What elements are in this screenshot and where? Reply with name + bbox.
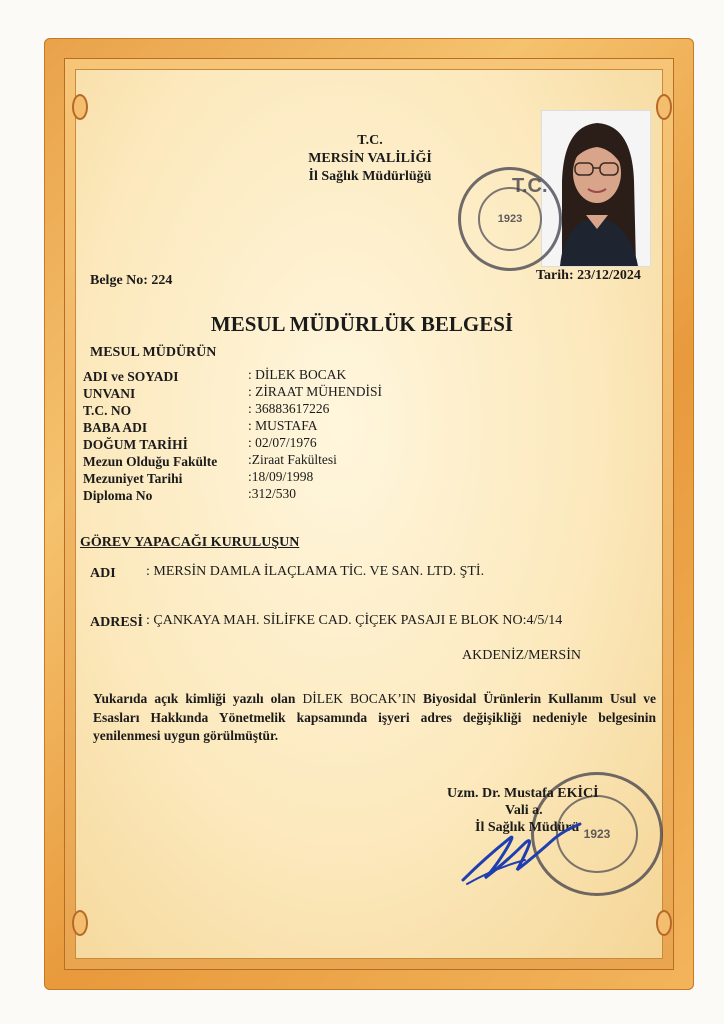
approval-paragraph [93, 690, 656, 746]
org-address-value: : ÇANKAYA MAH. SİLİFKE CAD. ÇİÇEK PASAJI E BLOK NO:4/5/14 [146, 613, 563, 628]
signatory-office: İl Sağlık Müdürü [475, 820, 580, 835]
signatory-name: Uzm. Dr. Mustafa EKİCİ [447, 786, 599, 801]
document-title: MESUL MÜDÜRLÜK BELGESİ [210, 312, 514, 336]
field-label-birth-date: DOĞUM TARİHİ [83, 437, 188, 452]
section-organization: GÖREV YAPACAĞI KURULUŞUN [80, 535, 300, 550]
paragraph-person-name: DİLEK BOCAK’IN [302, 691, 417, 706]
org-name-value: : MERSİN DAMLA İLAÇLAMA TİC. VE SAN. LTD. ŞTİ. [146, 564, 485, 579]
field-label-diploma-no: Diploma No [83, 488, 153, 503]
frame-ornament [72, 94, 88, 120]
handwritten-signature [455, 818, 595, 890]
field-label-tc-no: T.C. NO [83, 403, 132, 418]
section-responsive-manager: MESUL MÜDÜRÜN [90, 345, 217, 360]
paragraph-text-2: Biyosidal Ürünlerin Kullanım Usul ve Esasları Hakkında Yönetmelik kapsamında işyeri adres değişikliği nedeniyle belgesinin yenilenmesi uygun görülmüştür. [93, 691, 656, 743]
field-value-father-name: : MUSTAFA [248, 418, 318, 433]
frame-ornament [656, 94, 672, 120]
signatory-role: Vali a. [505, 803, 543, 818]
field-label-name: ADI ve SOYADI [83, 369, 179, 384]
paragraph-text-1: Yukarıda açık kimliği yazılı olan [93, 691, 303, 706]
field-label-father-name: BABA ADI [83, 420, 148, 435]
stamp-top-text: T.C. [512, 175, 548, 197]
field-value-tc-no: : 36883617226 [248, 401, 330, 416]
field-value-graduation-date: :18/09/1998 [248, 469, 314, 484]
header-governorate: MERSİN VALİLİĞİ [308, 151, 432, 166]
field-value-birth-date: : 02/07/1976 [248, 435, 317, 450]
org-address-label: ADRESİ [90, 615, 143, 630]
field-value-diploma-no: :312/530 [248, 486, 297, 501]
header-tc: T.C. [357, 133, 383, 148]
stamp-year: 1923 [497, 213, 523, 225]
document-date: Tarih: 23/12/2024 [536, 268, 641, 283]
portrait-photo [541, 110, 651, 267]
header-directorate: İl Sağlık Müdürlüğü [308, 169, 432, 184]
field-value-name: : DİLEK BOCAK [248, 367, 347, 382]
org-city: AKDENİZ/MERSİN [462, 648, 581, 663]
field-label-title: UNVANI [83, 386, 136, 401]
frame-ornament [72, 910, 88, 936]
field-label-faculty: Mezun Olduğu Fakülte [83, 454, 218, 469]
org-name-label: ADI [90, 566, 116, 581]
document-number: Belge No: 224 [90, 273, 173, 288]
stamp-year-lower: 1923 [583, 827, 611, 841]
field-label-graduation-date: Mezuniyet Tarihi [83, 471, 183, 486]
field-value-faculty: :Ziraat Fakültesi [248, 452, 337, 467]
field-value-title: : ZİRAAT MÜHENDİSİ [248, 384, 382, 399]
frame-ornament [656, 910, 672, 936]
